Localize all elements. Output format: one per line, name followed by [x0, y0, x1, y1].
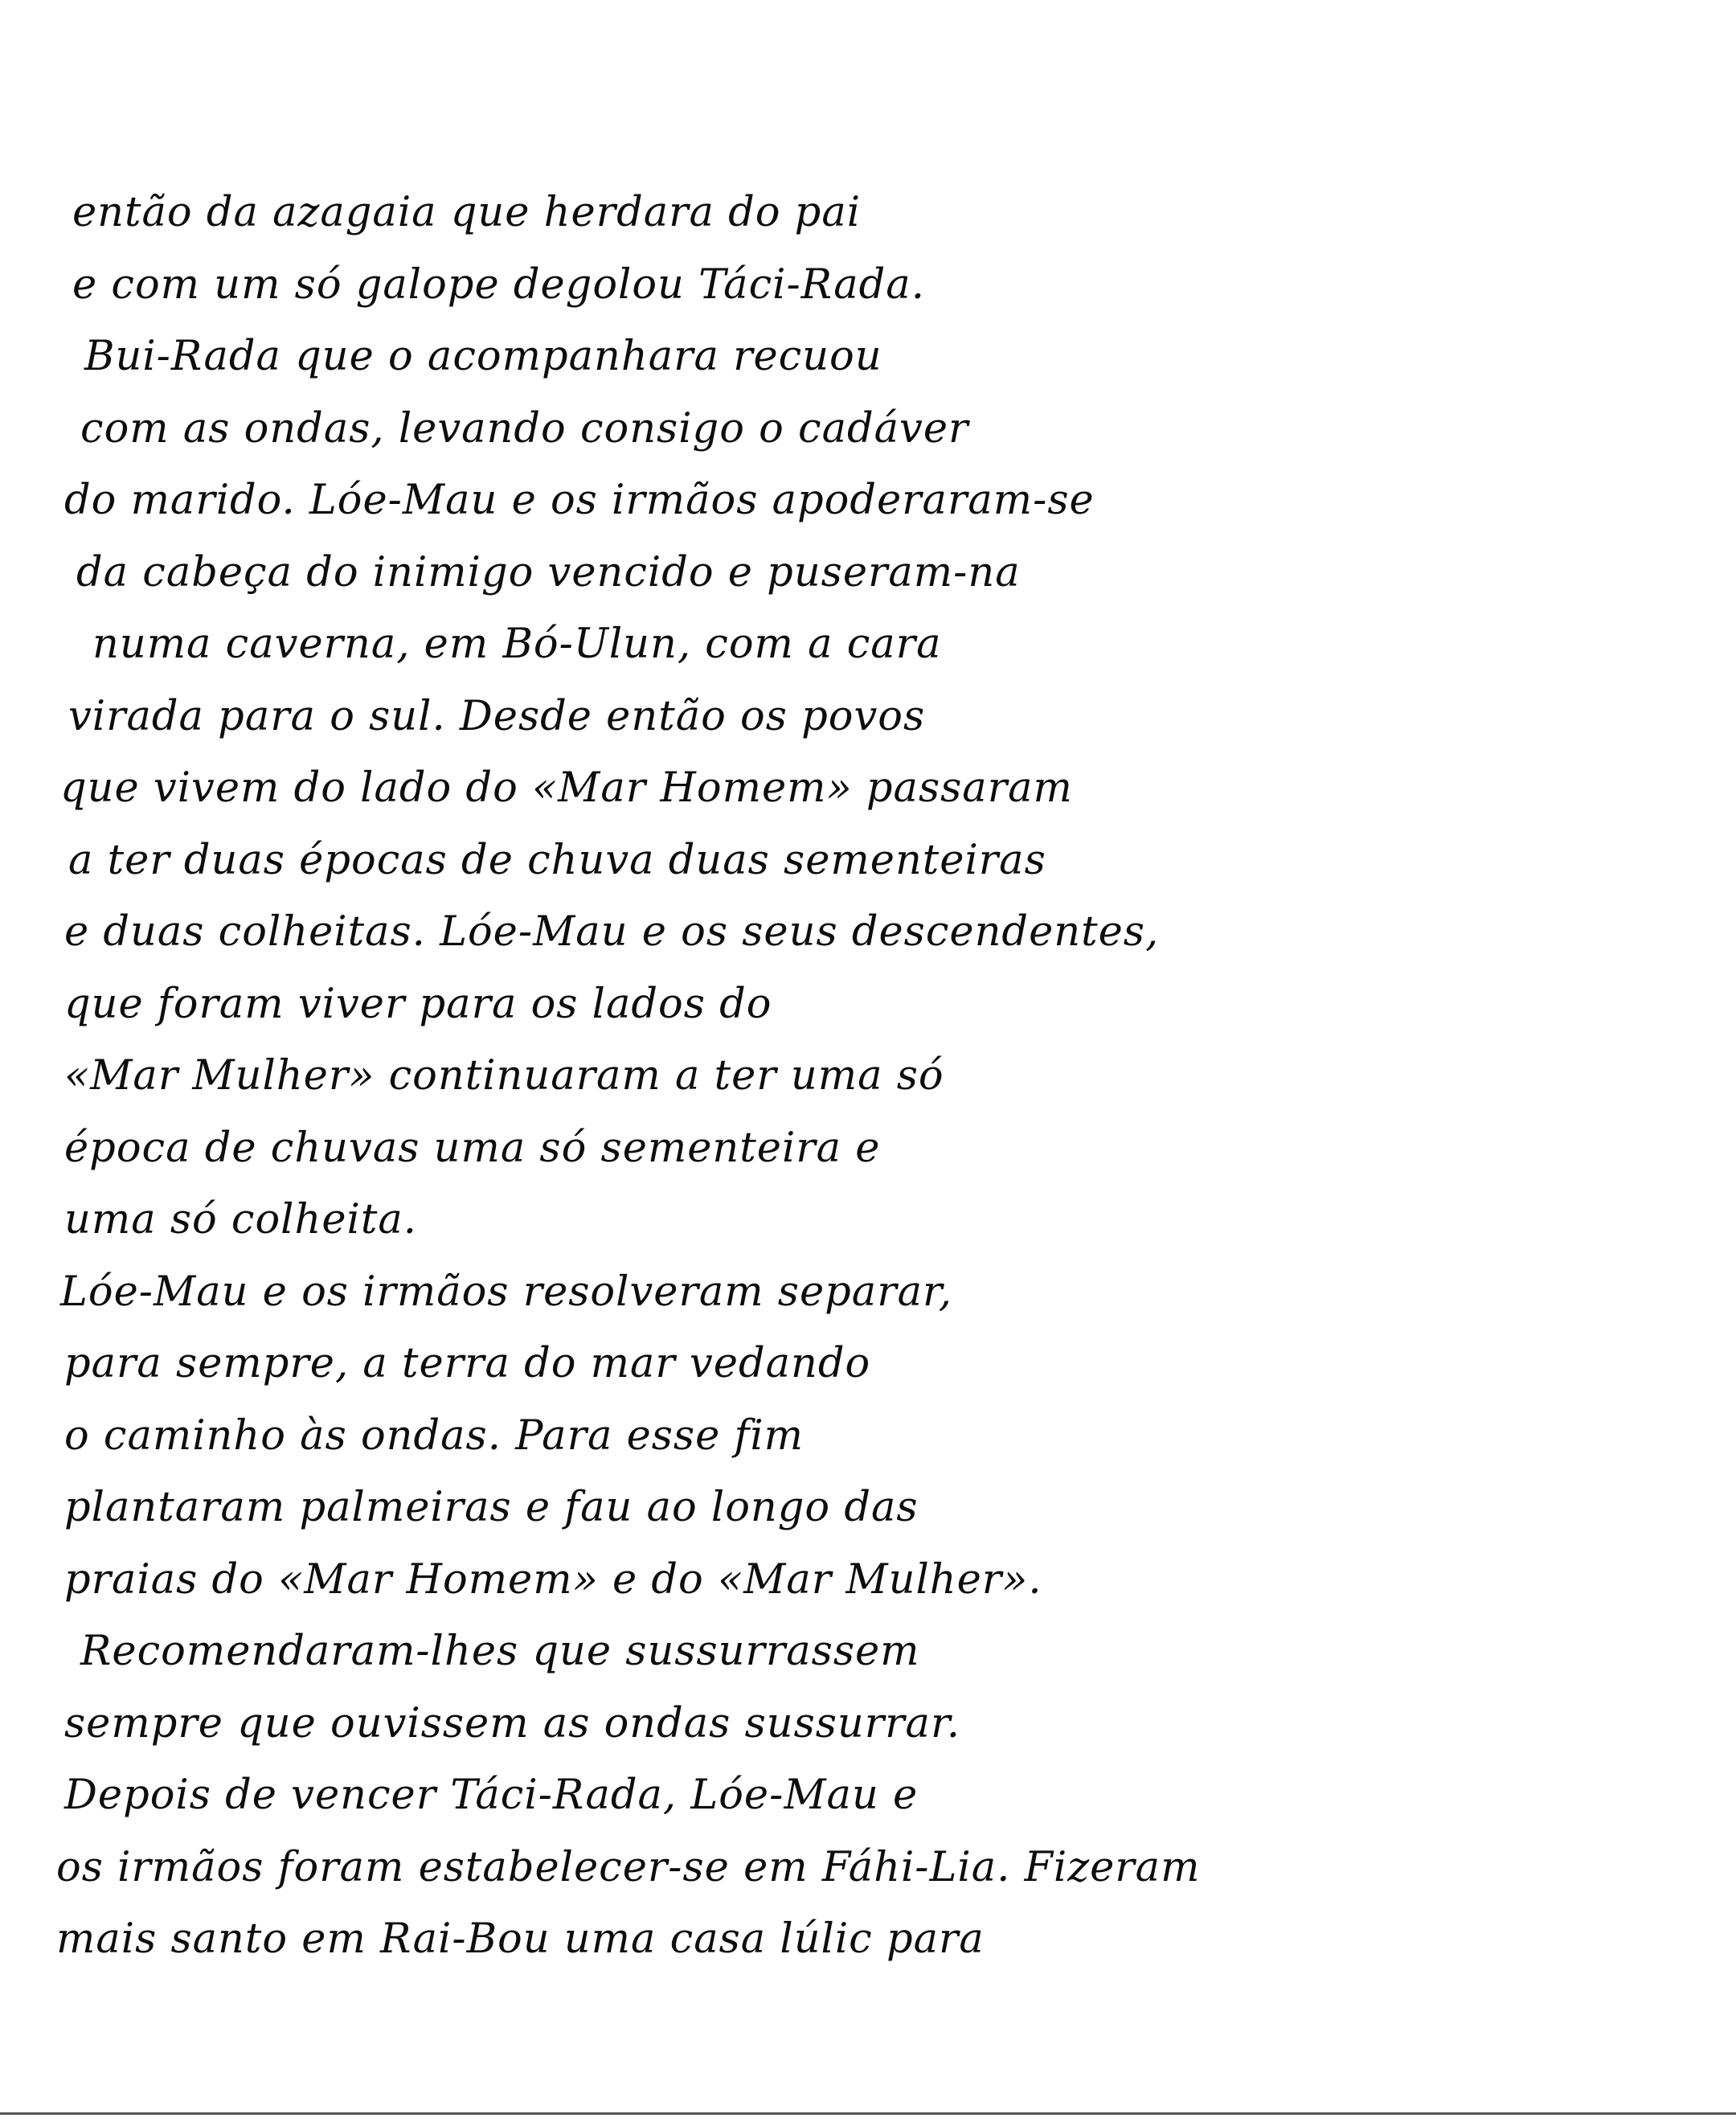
text-line: da cabeça do inimigo vencido e puseram-na	[76, 548, 1021, 596]
text-line: do marido. Lóe-Mau e os irmãos apoderaram-se	[64, 477, 1095, 524]
text-line: Recomendaram-lhes que sussurrassem	[80, 1628, 920, 1675]
text-line: e com um só galope degolou Táci-Rada.	[72, 260, 925, 309]
text-line: Bui-Rada que o acompanhara recuou	[84, 333, 882, 380]
text-line: uma só colheita.	[64, 1196, 417, 1243]
text-line: «Mar Mulher» continuaram a ter uma só	[64, 1052, 944, 1100]
text-line: a ter duas épocas de chuva duas sementeiras	[68, 836, 1046, 884]
text-line: época de chuvas uma só sementeira e	[64, 1124, 881, 1172]
text-line: e duas colheitas. Lóe-Mau e os seus descendentes,	[64, 908, 1160, 956]
text-line: praias do «Mar Homem» e do «Mar Mulher».	[64, 1555, 1042, 1604]
text-line: Depois de vencer Táci-Rada, Lóe-Mau e	[64, 1772, 919, 1819]
text-line: para sempre, a terra do mar vedando	[64, 1340, 871, 1387]
text-line: que foram viver para os lados do	[64, 980, 772, 1028]
text-line: numa caverna, em Bó-Ulun, com a cara	[92, 621, 942, 668]
text-line: sempre que ouvissem as ondas sussurrar.	[64, 1699, 960, 1747]
text-line: Lóe-Mau e os irmãos resolveram separar,	[60, 1268, 952, 1316]
text-line: que vivem do lado do «Mar Homem» passaram	[60, 764, 1073, 812]
text-line: então da azagaia que herdara do pai	[72, 189, 862, 236]
text-line: o caminho às ondas. Para esse fim	[64, 1411, 805, 1460]
text-line: mais santo em Rai-Bou uma casa lúlic para	[56, 1915, 985, 1963]
text-line: os irmãos foram estabelecer-se em Fáhi-Lia. Fizeram	[56, 1843, 1201, 1891]
text-line: virada para o sul. Desde então os povos	[68, 692, 926, 740]
text-line: com as ondas, levando consigo o cadáver	[80, 404, 969, 453]
page-bottom-edge	[0, 2112, 1736, 2115]
text-line: plantaram palmeiras e fau ao longo das	[64, 1484, 919, 1531]
handwritten-text-block	[56, 177, 1712, 1976]
